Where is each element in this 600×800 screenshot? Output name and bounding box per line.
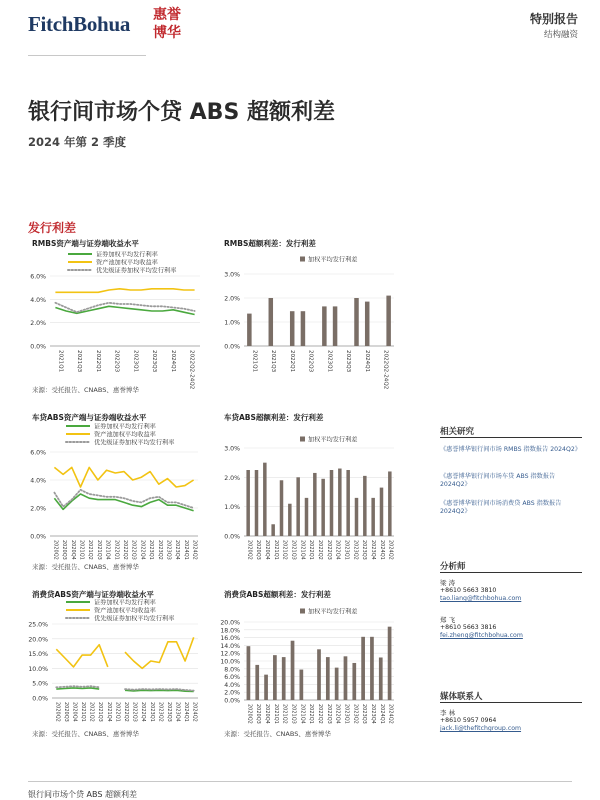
y-tick-label: 12.0% xyxy=(220,650,240,658)
footer-text: 银行间市场个贷 ABS 超额利差 xyxy=(28,790,137,799)
y-tick-label: 2.0% xyxy=(224,474,240,482)
y-tick-label: 16.0% xyxy=(220,635,240,643)
analyst-phone: +8610 5663 3816 xyxy=(440,624,497,631)
bar xyxy=(301,311,306,346)
bar xyxy=(305,498,309,536)
x-tick-label: 2022Q1 xyxy=(308,540,315,560)
y-tick-label: 20.0% xyxy=(28,636,48,644)
x-tick-label: 2023Q2 xyxy=(156,540,163,560)
x-tick-label: 2020Q2 xyxy=(52,540,59,560)
x-tick-label: 2020Q3 xyxy=(61,540,68,560)
y-tick-label: 2.0% xyxy=(224,295,240,303)
x-tick-label: 2022Q3 xyxy=(307,350,314,373)
y-tick-label: 6.0% xyxy=(30,449,46,457)
x-tick-label: 2021Q1 xyxy=(78,540,85,560)
bar xyxy=(354,298,359,346)
x-tick-label: 2020Q4 xyxy=(69,540,76,560)
x-tick-label: 2022Q2 xyxy=(122,540,128,560)
y-tick-label: 18.0% xyxy=(220,627,240,635)
x-tick-label: 2022Q4 xyxy=(334,540,341,560)
y-tick-label: 0.0% xyxy=(30,343,46,351)
x-tick-label: 2024Q2 xyxy=(191,702,198,722)
bar xyxy=(330,470,334,536)
x-tick-label: 2020Q3 xyxy=(255,540,262,560)
logo-seal xyxy=(146,6,188,44)
x-tick-label: 2021Q3 xyxy=(97,702,104,722)
bar xyxy=(344,656,348,700)
series-line xyxy=(55,289,194,293)
bar xyxy=(365,302,370,346)
x-tick-label: 2021Q3 xyxy=(270,350,277,373)
bar xyxy=(346,470,350,536)
y-tick-label: 10.0% xyxy=(28,665,48,673)
x-tick-label: 2023Q3 xyxy=(361,540,368,560)
bar xyxy=(247,646,251,700)
related-research-title: 相关研究 xyxy=(440,427,475,437)
y-tick-label: 0.0% xyxy=(224,533,240,541)
analyst-name: 郑 飞 xyxy=(440,616,456,624)
legend-label: 证券加权平均发行利率 xyxy=(96,251,158,259)
x-tick-label: 2021Q3 xyxy=(290,540,297,560)
source-note: 来源：受托报告、CNABS、惠誉博华 xyxy=(224,730,331,738)
logo-seal-line1: 惠誉 xyxy=(153,7,181,23)
legend-label: 加权平均发行利差 xyxy=(308,436,358,444)
legend-label: 资产池加权平均收益率 xyxy=(96,259,158,267)
legend-label: 优先级证券加权平均发行利率 xyxy=(96,267,177,275)
x-tick-label: 2022Q1 xyxy=(308,704,315,724)
bar xyxy=(290,311,295,346)
research-link[interactable]: 《惠誉博华银行间市场车贷 ABS 指数报告 2024Q2》 xyxy=(440,473,556,488)
x-tick-label: 2020Q2 xyxy=(246,540,253,560)
x-tick-label: 2024Q2 xyxy=(387,540,394,560)
legend-swatch xyxy=(300,437,305,442)
related-research-divider xyxy=(440,437,582,438)
legend-label: 加权平均发行利差 xyxy=(308,608,358,616)
media-email[interactable]: jack.li@thefitchgroup.com xyxy=(440,725,522,732)
x-tick-label: 2023Q1 xyxy=(148,702,155,722)
chart-title-consumer-spread: 消费贷ABS超额利差：发行利差 xyxy=(224,590,331,599)
bar xyxy=(317,649,321,700)
media-contact-title: 媒体联系人 xyxy=(440,692,483,702)
x-tick-label: 2023Q1 xyxy=(343,540,350,560)
bar xyxy=(326,657,330,700)
x-tick-label: 2023Q3 xyxy=(345,350,352,373)
bar xyxy=(388,471,392,536)
x-tick-label: 2022Q4 xyxy=(139,540,146,560)
x-tick-label: 2020Q4 xyxy=(264,704,271,724)
bar xyxy=(322,306,327,346)
x-tick-label: 2024Q2 xyxy=(387,704,394,724)
bar xyxy=(333,306,338,346)
y-tick-label: 2.0% xyxy=(30,320,46,328)
y-tick-label: 2.0% xyxy=(224,689,240,697)
legend-label: 资产池加权平均收益率 xyxy=(94,431,156,439)
y-tick-label: 4.0% xyxy=(30,296,46,304)
x-tick-label: 2023Q4 xyxy=(369,704,376,724)
auto-spread-chart xyxy=(220,422,400,562)
x-tick-label: 2024Q1 xyxy=(363,350,370,373)
x-tick-label: 2023Q4 xyxy=(174,702,181,722)
y-tick-label: 6.0% xyxy=(30,273,46,281)
bar xyxy=(271,524,275,536)
y-tick-label: 3.0% xyxy=(224,445,240,453)
footer-divider xyxy=(28,781,572,782)
logo-seal-line2: 博华 xyxy=(153,25,181,41)
y-tick-label: 1.0% xyxy=(224,319,240,327)
x-tick-label: 2021Q4 xyxy=(299,704,306,724)
x-tick-label: 2022Q2-24Q2 xyxy=(188,350,195,390)
x-tick-label: 2021Q1 xyxy=(251,350,258,373)
source-note: 来源：受托报告、CNABS、惠誉博华 xyxy=(32,386,139,394)
x-tick-label: 2020Q4 xyxy=(71,702,78,722)
x-tick-label: 2020Q4 xyxy=(264,540,271,560)
x-tick-label: 2023Q3 xyxy=(165,540,172,560)
bar xyxy=(246,470,250,536)
x-tick-label: 2024Q1 xyxy=(378,704,385,724)
bar xyxy=(386,296,391,346)
x-tick-label: 2021Q2 xyxy=(281,704,288,724)
x-tick-label: 2021Q1 xyxy=(272,704,279,724)
rmbs-spread-chart xyxy=(220,248,400,388)
x-tick-label: 2023Q3 xyxy=(165,702,172,722)
y-tick-label: 0.0% xyxy=(30,533,46,541)
bar xyxy=(379,657,383,700)
x-tick-label: 2023Q3 xyxy=(151,350,158,373)
fitchbohua-logo xyxy=(28,6,188,46)
bar xyxy=(361,637,365,700)
rmbs-yield-chart xyxy=(28,248,208,388)
y-tick-label: 1.0% xyxy=(224,504,240,512)
bar xyxy=(296,477,300,536)
x-tick-label: 2022Q4 xyxy=(334,704,341,724)
bar xyxy=(363,476,367,536)
legend-label: 优先级证券加权平均发行利率 xyxy=(94,615,175,623)
research-link[interactable]: 《惠誉博华银行间市场消费贷 ABS 指数报告 2024Q2》 xyxy=(440,500,562,515)
chart-title-auto-spread: 车贷ABS超额利差：发行利差 xyxy=(224,413,324,422)
y-tick-label: 15.0% xyxy=(28,651,48,659)
series-line xyxy=(56,686,99,687)
source-note: 来源：受托报告、CNABS、惠誉博华 xyxy=(32,563,139,571)
analyst-email[interactable]: fei.zheng@fitchbohua.com xyxy=(440,632,523,639)
auto-yield-chart xyxy=(28,422,208,562)
x-tick-label: 2023Q2 xyxy=(352,540,359,560)
x-tick-label: 2023Q1 xyxy=(343,704,350,724)
y-tick-label: 4.0% xyxy=(30,477,46,485)
analyst-divider xyxy=(440,572,582,573)
x-tick-label: 2020Q2 xyxy=(54,702,61,722)
consumer-yield-chart xyxy=(28,598,208,728)
x-tick-label: 2021Q4 xyxy=(104,540,111,560)
bar xyxy=(335,668,339,700)
x-tick-label: 2021Q3 xyxy=(76,350,83,373)
bar xyxy=(380,488,384,536)
x-tick-label: 2023Q3 xyxy=(361,704,368,724)
analyst-name: 梁 涛 xyxy=(440,579,456,587)
x-tick-label: 2023Q4 xyxy=(369,540,376,560)
legend-label: 证券加权平均发行利率 xyxy=(94,423,156,431)
chart-title-auto-yield: 车贷ABS资产端与证券端收益水平 xyxy=(32,413,147,422)
x-tick-label: 2024Q1 xyxy=(378,540,385,560)
legend-label: 证券加权平均发行利率 xyxy=(94,599,156,607)
x-tick-label: 2022Q1 xyxy=(114,702,121,722)
bar xyxy=(255,665,259,700)
y-tick-label: 0.0% xyxy=(224,697,240,705)
logo-divider xyxy=(28,55,146,56)
legend-label: 优先级证券加权平均发行利率 xyxy=(94,439,175,447)
legend-label: 资产池加权平均收益率 xyxy=(94,607,156,615)
bar xyxy=(255,470,259,536)
y-tick-label: 20.0% xyxy=(220,619,240,627)
x-tick-label: 2021Q4 xyxy=(299,540,306,560)
bar xyxy=(273,655,277,700)
chart-title-rmbs-yield: RMBS资产端与证券端收益水平 xyxy=(32,239,139,248)
y-tick-label: 8.0% xyxy=(224,666,240,674)
x-tick-label: 2023Q1 xyxy=(132,350,139,373)
y-tick-label: 14.0% xyxy=(220,642,240,650)
x-tick-label: 2022Q1 xyxy=(113,540,120,560)
analyst-email[interactable]: tao.liang@fitchbohua.com xyxy=(440,595,522,602)
bar xyxy=(288,504,292,536)
y-tick-label: 3.0% xyxy=(224,271,240,279)
x-tick-label: 2022Q3 xyxy=(325,704,332,724)
media-name: 李 林 xyxy=(440,709,456,717)
x-tick-label: 2021Q1 xyxy=(57,350,64,373)
x-tick-label: 2020Q2 xyxy=(246,704,253,724)
analyst-phone: +8610 5663 3810 xyxy=(440,587,497,594)
series-line xyxy=(54,467,193,487)
x-tick-label: 2022Q2 xyxy=(317,704,323,724)
bar xyxy=(388,627,392,700)
media-contact-divider xyxy=(440,702,582,703)
bar xyxy=(313,473,317,536)
y-tick-label: 10.0% xyxy=(220,658,240,666)
x-tick-label: 2024Q1 xyxy=(169,350,176,373)
x-tick-label: 2023Q1 xyxy=(148,540,155,560)
bar xyxy=(264,675,268,700)
y-tick-label: 6.0% xyxy=(224,674,240,682)
x-tick-label: 2022Q1 xyxy=(94,350,101,373)
x-tick-label: 2021Q1 xyxy=(272,540,279,560)
logo-text: FitchBohua xyxy=(28,12,131,36)
bar xyxy=(282,657,286,700)
bar xyxy=(300,670,304,700)
report-type: 特别报告 xyxy=(529,12,578,26)
bar xyxy=(338,469,342,536)
x-tick-label: 2024Q1 xyxy=(182,540,189,560)
y-tick-label: 5.0% xyxy=(32,680,48,688)
chart-title-consumer-yield: 消费贷ABS资产端与证券端收益水平 xyxy=(32,590,154,599)
x-tick-label: 2024Q2 xyxy=(191,540,198,560)
bar xyxy=(352,663,356,700)
bar xyxy=(269,298,274,346)
bar xyxy=(247,314,252,346)
x-tick-label: 2020Q3 xyxy=(62,702,69,722)
x-tick-label: 2021Q3 xyxy=(95,540,102,560)
x-tick-label: 2021Q3 xyxy=(290,704,297,724)
bar xyxy=(321,479,325,536)
source-note: 来源：受托报告、CNABS、惠誉博华 xyxy=(32,730,139,738)
x-tick-label: 2022Q3 xyxy=(130,540,137,560)
page-title: 银行间市场个贷 ABS 超额利差 xyxy=(28,100,335,125)
x-tick-label: 2023Q1 xyxy=(326,350,333,373)
y-tick-label: 0.0% xyxy=(224,343,240,351)
x-tick-label: 2021Q2 xyxy=(281,540,288,560)
series-line xyxy=(125,637,194,668)
series-line xyxy=(56,688,99,689)
x-tick-label: 2023Q2 xyxy=(157,702,164,722)
section-title: 发行利差 xyxy=(28,221,77,235)
research-link[interactable]: 《惠誉博华银行间市场 RMBS 指数报告 2024Q2》 xyxy=(440,446,581,453)
consumer-spread-chart xyxy=(220,598,400,728)
media-phone: +8610 5957 0964 xyxy=(440,717,497,724)
y-tick-label: 0.0% xyxy=(32,695,48,703)
x-tick-label: 2021Q2 xyxy=(88,702,95,722)
bar xyxy=(291,641,295,700)
bar xyxy=(263,463,267,536)
x-tick-label: 2022Q4 xyxy=(140,702,147,722)
x-tick-label: 2021Q4 xyxy=(105,702,112,722)
x-tick-label: 2024Q1 xyxy=(183,702,190,722)
page-subtitle: 2024 年第 2 季度 xyxy=(28,135,127,149)
bar xyxy=(280,480,284,536)
x-tick-label: 2022Q3 xyxy=(113,350,120,373)
legend-swatch xyxy=(300,257,305,262)
y-tick-label: 4.0% xyxy=(224,681,240,689)
x-tick-label: 2021Q1 xyxy=(80,702,87,722)
x-tick-label: 2020Q3 xyxy=(255,704,262,724)
series-line xyxy=(56,645,108,667)
bar xyxy=(370,637,374,700)
x-tick-label: 2022Q3 xyxy=(325,540,332,560)
report-subtype: 结构融资 xyxy=(543,30,578,40)
bar xyxy=(371,498,375,536)
analyst-title: 分析师 xyxy=(440,562,466,572)
chart-title-rmbs-spread: RMBS超额利差：发行利差 xyxy=(224,239,316,248)
x-tick-label: 2022Q3 xyxy=(131,702,138,722)
x-tick-label: 2022Q2-24Q2 xyxy=(382,350,389,390)
x-tick-label: 2022Q2 xyxy=(317,540,323,560)
x-tick-label: 2021Q2 xyxy=(87,540,94,560)
x-tick-label: 2022Q1 xyxy=(288,350,295,373)
y-tick-label: 25.0% xyxy=(28,621,48,629)
x-tick-label: 2023Q4 xyxy=(174,540,181,560)
legend-label: 加权平均发行利差 xyxy=(308,256,358,264)
x-tick-label: 2022Q2 xyxy=(123,702,129,722)
legend-swatch xyxy=(300,609,305,614)
bar xyxy=(355,498,359,536)
x-tick-label: 2023Q2 xyxy=(352,704,359,724)
y-tick-label: 2.0% xyxy=(30,505,46,513)
